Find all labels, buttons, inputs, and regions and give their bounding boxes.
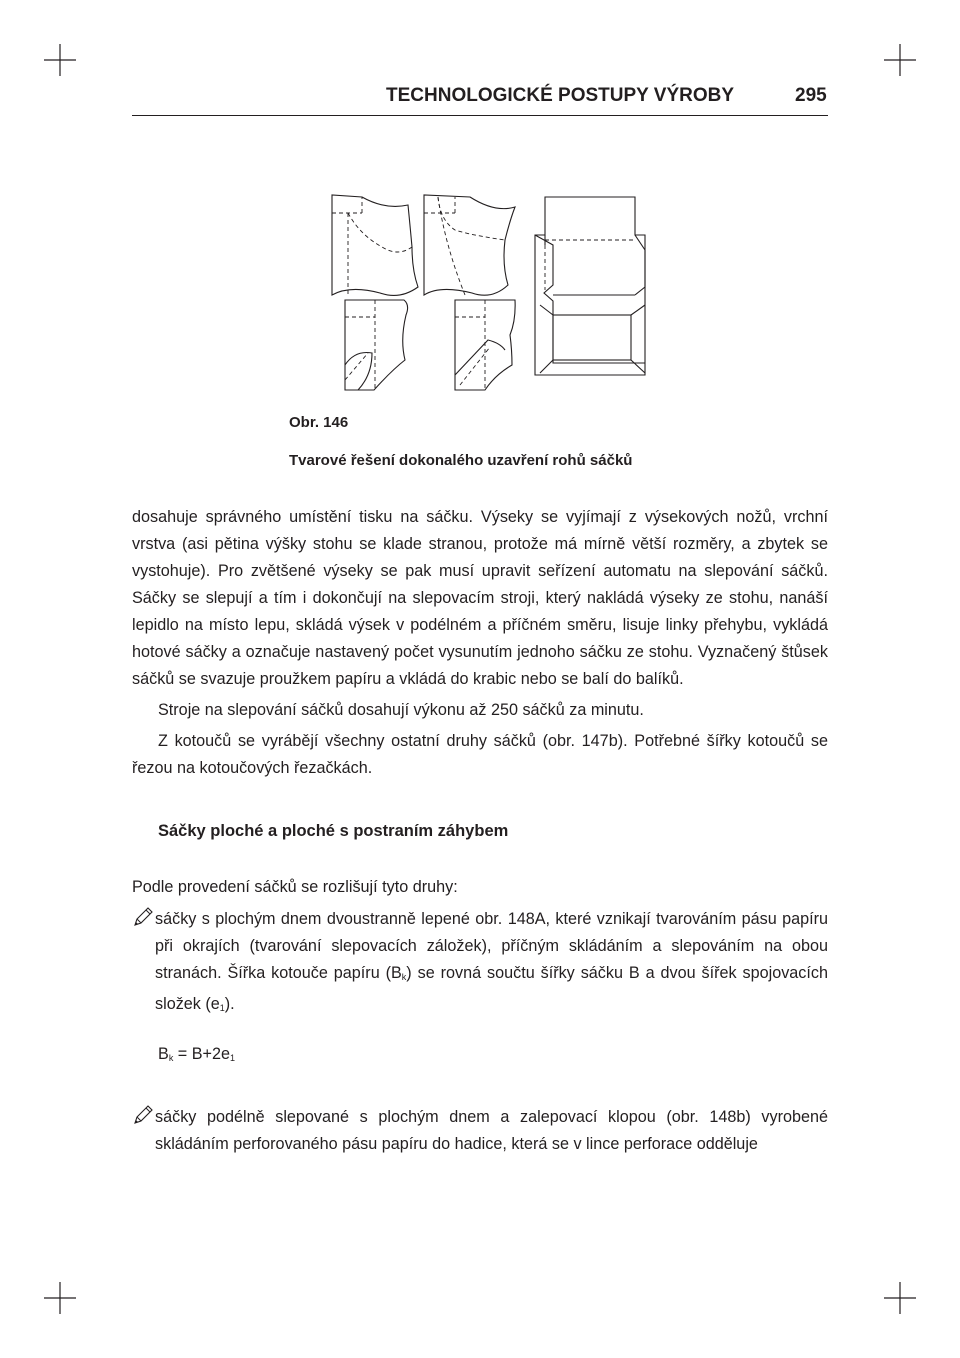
crop-mark-top-right — [884, 44, 916, 76]
figure-label: Obr. 146 — [289, 414, 349, 431]
bag-corner-shape-5 — [455, 300, 515, 390]
paragraph-3: Z kotoučů se vyrábějí všechny ostatní druhy sáčků (obr. 147b). Potřebné šířky kotoučů se řezou na kotoučových řezačkách. — [132, 732, 828, 777]
intro-line: Podle provedení sáčků se rozlišují tyto druhy: — [132, 878, 458, 896]
pencil-icon — [132, 906, 154, 928]
bag-corner-shape-3 — [535, 197, 645, 375]
bag-corner-shape-2 — [424, 195, 515, 295]
paragraph-2: Stroje na slepování sáčků dosahují výkonu až 250 sáčků za minutu. — [158, 701, 644, 719]
bag-corner-shape-1 — [332, 195, 418, 295]
paragraph-1: dosahuje správného umístění tisku na sáčku. Výseky se vyjímají z výsekových nožů, vrchní vrstva (asi pětina výšky stohu se klade stranou, protože má mírně větší rozměry, a zbytek se vystohuje). Pro zvětšené výseky se pak musí upravit seřízení automatu na slepování sáčků. Sáčky se slepují a tím i dokončují na slepovacím stroji, který nakládá výseky ze stohu, nanáší lepidlo na místo lepu, skládá výsek v podélném a příčném směru, lisuje linky přehybu, vykládá hotové sáčky a označuje nastavený počet vysunutím jednoho sáčku ze stohu. Vyznačený štůsek sáčků se svazuje proužkem papíru a vkládá do krabic nebo se balí do balíků. — [132, 508, 828, 688]
bag-corner-figure — [300, 175, 680, 410]
figure-caption: Tvarové řešení dokonalého uzavření rohů sáčků — [289, 452, 633, 469]
bullet-2-text: sáčky podélně slepované s plochým dnem a zalepovací klopou (obr. 148b) vyrobené skládáním perforovaného pásu papíru do hadice, která se v lince perforace odděluje — [155, 1108, 828, 1153]
bag-corner-shape-4 — [345, 300, 408, 390]
crop-mark-bottom-left — [44, 1282, 76, 1314]
bullet-item-1 — [132, 906, 828, 1022]
page-number: 295 — [795, 85, 827, 106]
bullet-1-text: sáčky s plochým dnem dvoustranně lepené obr. 148A, které vznikají tvarováním pásu papíru při okrajích (tvarování slepovacích záložek), příčným skládáním a slepováním na obou stranách. Šířka kotouče papíru $(B_k)$ se rovná součtu šířky sáčku B a dvou šířek spojovacích složek $(e_1)$. — [155, 910, 828, 1013]
running-title: TECHNOLOGICKÉ POSTUPY VÝROBY — [386, 85, 735, 106]
crop-mark-bottom-right — [884, 1282, 916, 1314]
formula: $B_k = B+2e_1$ — [158, 1045, 236, 1063]
bullet-item-2 — [132, 1104, 828, 1158]
crop-mark-top-left — [44, 44, 76, 76]
pencil-icon — [132, 1104, 154, 1126]
section-heading: Sáčky ploché a ploché s postraním záhybem — [158, 822, 509, 840]
main-text — [132, 504, 828, 782]
header-rule — [132, 115, 828, 116]
